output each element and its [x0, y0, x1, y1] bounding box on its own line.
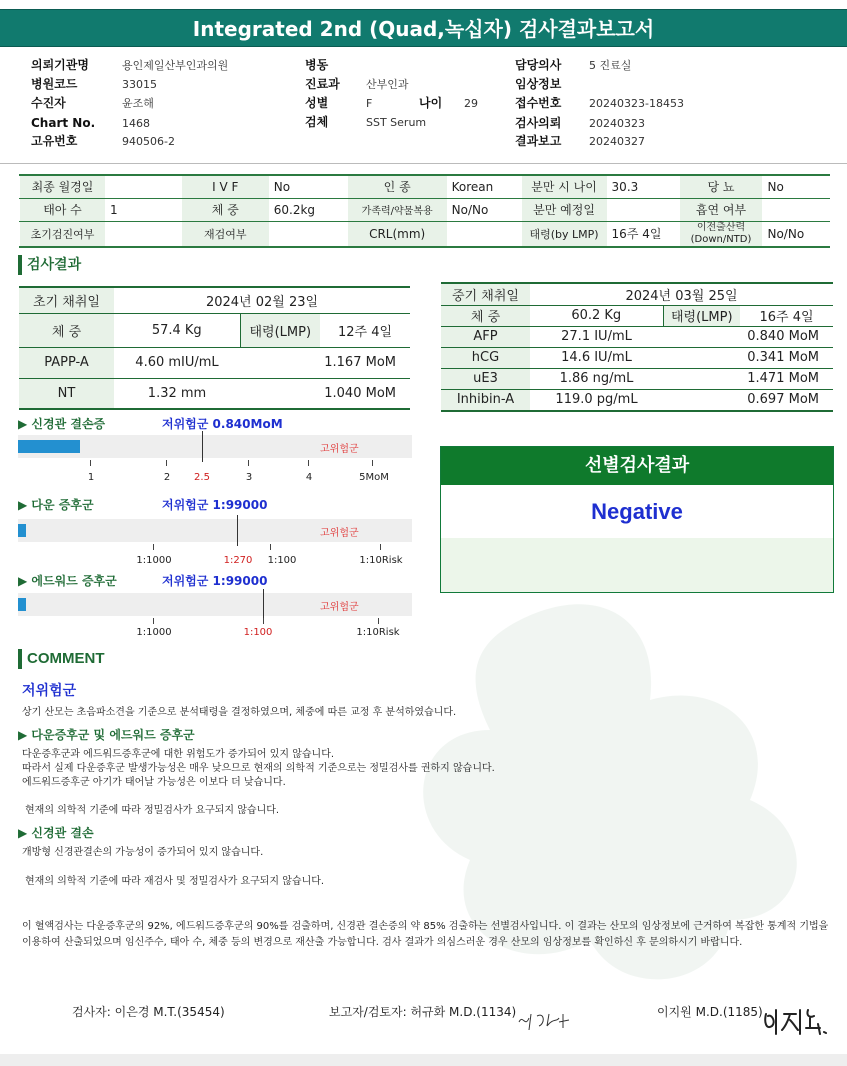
first-draw-date: 2024년 02월 23일 — [114, 287, 410, 313]
screening-result-title: 선별검사결과 — [441, 447, 833, 485]
tester-signature-line: 검사자: 이은경 M.T.(35454) — [72, 1005, 225, 1019]
down-high-risk-label: 고위험군 — [320, 528, 359, 539]
field-value: F — [366, 97, 373, 110]
second-weight-label: 체 중 — [441, 305, 530, 326]
first-ga-label: 태령(LMP) — [240, 313, 320, 347]
info-value — [269, 221, 347, 247]
info-row — [20, 198, 831, 221]
down-risk-value: 저위험군 1:99000 — [162, 498, 268, 512]
field-value: 용인제일산부인과의원 — [122, 59, 229, 72]
screening-result-box — [440, 446, 834, 593]
info-label: 당 뇨 — [679, 175, 763, 198]
info-label: 태아 수 — [20, 198, 106, 221]
marker-mom: 0.840 MoM — [663, 326, 833, 347]
down-tick-label: 1:270 — [223, 555, 253, 566]
field-label: 수진자 — [31, 96, 66, 110]
info-value: 1 — [105, 198, 181, 221]
ntd-tick-label: 4 — [305, 472, 313, 483]
field-label: 검사의뢰 — [515, 116, 562, 130]
info-label: 가족력/약물복용 — [347, 198, 447, 221]
field-label: 의뢰기관명 — [31, 58, 89, 72]
down-tick-label: 1:10Risk — [359, 555, 403, 566]
comment-down-text: 다운증후군과 에드워드증후군에 대한 위험도가 증가되어 있지 않습니다. 따라서 실제 다운증후군 발생가능성은 매우 낮으므로 현재의 의학적 기준으로는 정밀검사를 권하지 않습니다. 에드워드증후군 아기가 태어날 가능성은 이보다 더 낮습니다. — [22, 749, 495, 788]
table-row — [441, 389, 833, 411]
edwards-tick-label: 1:10Risk — [356, 627, 400, 638]
info-label: 인 종 — [347, 175, 447, 198]
table-row — [19, 313, 410, 347]
marker-value: 27.1 IU/mL — [530, 326, 663, 347]
marker-name: uE3 — [441, 368, 530, 389]
second-draw-label: 중기 채취일 — [441, 283, 530, 305]
report-title: Integrated 2nd (Quad,녹십자) 검사결과보고서 — [0, 9, 847, 47]
info-label: 체 중 — [181, 198, 269, 221]
first-draw-label: 초기 채취일 — [19, 287, 114, 313]
first-weight-value: 57.4 Kg — [114, 313, 240, 347]
down-cutoff-line — [237, 515, 238, 546]
comment-paragraph: 상기 산모는 초음파소견을 기준으로 분석태령을 결정하였으며, 체중에 따른 교정 후 분석하였습니다. — [22, 707, 457, 718]
down-risk-bar — [18, 519, 412, 542]
ntd-tick — [166, 460, 167, 466]
second-ga-value: 16주 4일 — [740, 305, 833, 326]
info-label: 이전출산력 (Down/NTD) — [679, 221, 763, 247]
second-weight-value: 60.2 Kg — [530, 305, 663, 326]
edwards-risk-value: 저위험군 1:99000 — [162, 574, 268, 588]
marker-value: 1.32 mm — [114, 378, 240, 409]
doctor-signature-line: 이지원 M.D.(1185) — [657, 1005, 763, 1019]
marker-name: NT — [19, 378, 114, 409]
info-label: 재검여부 — [181, 221, 269, 247]
table-row — [441, 283, 833, 305]
field-value: 5 진료실 — [589, 59, 632, 72]
field-label: 진료과 — [305, 77, 340, 91]
marker-name: Inhibin-A — [441, 389, 530, 411]
marker-value: 119.0 pg/mL — [530, 389, 663, 411]
marker-mom: 0.697 MoM — [663, 389, 833, 411]
ntd-risk-value: 저위험군 0.840MoM — [162, 417, 283, 431]
second-draw-date: 2024년 03월 25일 — [530, 283, 833, 305]
field-label: 병동 — [305, 58, 329, 72]
first-trimester-table — [19, 286, 410, 410]
edwards-tick-label: 1:1000 — [136, 627, 172, 638]
edwards-tick-label: 1:100 — [243, 627, 273, 638]
marker-value: 1.86 ng/mL — [530, 368, 663, 389]
field-value: 20240327 — [589, 135, 645, 148]
first-ga-value: 12주 4일 — [320, 313, 410, 347]
field-label: 접수번호 — [515, 96, 562, 110]
down-tick — [270, 544, 271, 550]
info-label: 분만 예정일 — [521, 198, 607, 221]
info-value — [447, 221, 521, 247]
ntd-risk-fill — [18, 440, 80, 453]
ntd-tick-label: 2.5 — [194, 472, 210, 483]
info-label: 흡연 여부 — [679, 198, 763, 221]
info-label: 분만 시 나이 — [521, 175, 607, 198]
down-tick-label: 1:1000 — [136, 555, 172, 566]
field-label: 담당의사 — [515, 58, 562, 72]
edwards-risk-bar — [18, 593, 412, 616]
field-label: 고유번호 — [31, 134, 78, 148]
edwards-risk-fill — [18, 598, 26, 611]
field-value: 29 — [464, 97, 478, 110]
info-value: 30.3 — [607, 175, 679, 198]
ntd-cutoff-line — [202, 431, 203, 462]
info-value: Korean — [447, 175, 521, 198]
second-trimester-table — [441, 282, 833, 412]
field-label: 검체 — [305, 115, 329, 129]
info-value: No/No — [447, 198, 521, 221]
field-value: 20240323-18453 — [589, 97, 684, 110]
edwards-tick — [378, 618, 379, 624]
info-label: CRL(mm) — [347, 221, 447, 247]
table-row — [441, 305, 833, 326]
table-row — [441, 326, 833, 347]
down-tick-label: 1:100 — [267, 555, 297, 566]
marker-mom: 1.167 MoM — [240, 347, 410, 378]
field-value: 1468 — [122, 117, 150, 130]
comment-ntd-text-2: 현재의 의학적 기준에 따라 재검사 및 정밀검사가 요구되지 않습니다. — [25, 876, 325, 887]
patient-header — [0, 52, 847, 164]
info-label: 최종 월경일 — [20, 175, 106, 198]
comment-section-title: COMMENT — [18, 648, 105, 670]
edwards-graph-title: ▶ 에드워드 증후군 — [18, 574, 117, 588]
edwards-cutoff-line — [263, 589, 264, 620]
field-value: SST Serum — [366, 116, 427, 129]
table-row — [19, 287, 410, 313]
field-label: 성별 — [305, 96, 329, 110]
info-label: 태령(by LMP) — [521, 221, 607, 247]
first-weight-label: 체 중 — [19, 313, 114, 347]
info-row — [20, 221, 831, 247]
down-tick — [153, 544, 154, 550]
comment-ntd-heading: ▶ 신경관 결손 — [18, 826, 94, 840]
info-value: 60.2kg — [269, 198, 347, 221]
reporter-handwritten-signature — [515, 1008, 575, 1032]
ntd-tick — [372, 460, 373, 466]
ntd-risk-bar — [18, 435, 412, 458]
marker-mom: 1.471 MoM — [663, 368, 833, 389]
ntd-tick — [90, 460, 91, 466]
down-risk-fill — [18, 524, 26, 537]
comment-risk-level: 저위험군 — [22, 683, 77, 699]
field-label: 임상정보 — [515, 77, 562, 91]
info-value: 16주 4일 — [607, 221, 679, 247]
ntd-high-risk-label: 고위험군 — [320, 444, 359, 455]
marker-name: hCG — [441, 347, 530, 368]
marker-mom: 1.040 MoM — [240, 378, 410, 409]
info-value — [105, 175, 181, 198]
field-value: 산부인과 — [366, 78, 409, 91]
edwards-high-risk-label: 고위험군 — [320, 602, 359, 613]
field-value: 20240323 — [589, 117, 645, 130]
marker-name: AFP — [441, 326, 530, 347]
doctor-handwritten-signature — [762, 1004, 834, 1038]
field-value: 33015 — [122, 78, 157, 91]
edwards-tick — [153, 618, 154, 624]
down-tick — [380, 544, 381, 550]
edwards-tick — [263, 618, 264, 624]
comment-ntd-text: 개방형 신경관결손의 가능성이 증가되어 있지 않습니다. — [22, 847, 264, 858]
info-label: 초기검진여부 — [20, 221, 106, 247]
info-value — [763, 198, 830, 221]
page-bottom-strip — [0, 1054, 847, 1066]
marker-name: PAPP-A — [19, 347, 114, 378]
field-label: 나이 — [419, 96, 443, 110]
table-row — [19, 347, 410, 378]
info-value — [607, 198, 679, 221]
marker-value: 14.6 IU/mL — [530, 347, 663, 368]
second-ga-label: 태령(LMP) — [663, 305, 740, 326]
marker-value: 4.60 mIU/mL — [114, 347, 240, 378]
table-row — [441, 347, 833, 368]
info-label: I V F — [181, 175, 269, 198]
ntd-graph-title: ▶ 신경관 결손증 — [18, 417, 106, 431]
marker-mom: 0.341 MoM — [663, 347, 833, 368]
ntd-tick-label: 3 — [245, 472, 253, 483]
field-value: 윤조해 — [122, 97, 154, 110]
results-section-title: 검사결과 — [18, 254, 81, 276]
ntd-tick-label: 2 — [163, 472, 171, 483]
footnote-text: 이 혈액검사는 다운증후군의 92%, 에드워드증후군의 90%를 검출하며, 신경관 결손증의 약 85% 검출하는 선별검사입니다. 이 결과는 산모의 임상정보에 근거하여 복잡한 통계적 기법을 이용하여 산출되었으며 임신주수, 태아 수, 체중 등의 변경으로 재산출 가능합니다. 검사 결과가 의심스러운 경우 산모의 임상정보를 확인하신 후 문의하시기 바랍니다. — [22, 921, 829, 948]
info-value: No — [269, 175, 347, 198]
reporter-signature-line: 보고자/검토자: 허규화 M.D.(1134) — [329, 1005, 517, 1019]
ntd-tick-label: 1 — [87, 472, 95, 483]
ntd-tick — [308, 460, 309, 466]
field-label: Chart No. — [31, 116, 96, 130]
field-label: 결과보고 — [515, 134, 562, 148]
screening-result-value: Negative — [441, 485, 833, 538]
info-value — [105, 221, 181, 247]
comment-down-text-2: 현재의 의학적 기준에 따라 정밀검사가 요구되지 않습니다. — [25, 805, 280, 816]
down-graph-title: ▶ 다운 증후군 — [18, 498, 94, 512]
table-row — [441, 368, 833, 389]
table-row — [19, 378, 410, 409]
clinical-info-table — [19, 174, 830, 248]
info-value: No/No — [763, 221, 830, 247]
info-row — [20, 175, 831, 198]
info-value: No — [763, 175, 830, 198]
field-label: 병원코드 — [31, 77, 78, 91]
ntd-tick — [248, 460, 249, 466]
ntd-tick-label: 5MoM — [359, 472, 389, 483]
field-value: 940506-2 — [122, 135, 175, 148]
comment-down-heading: ▶ 다운증후군 및 에드워드 증후군 — [18, 728, 195, 742]
